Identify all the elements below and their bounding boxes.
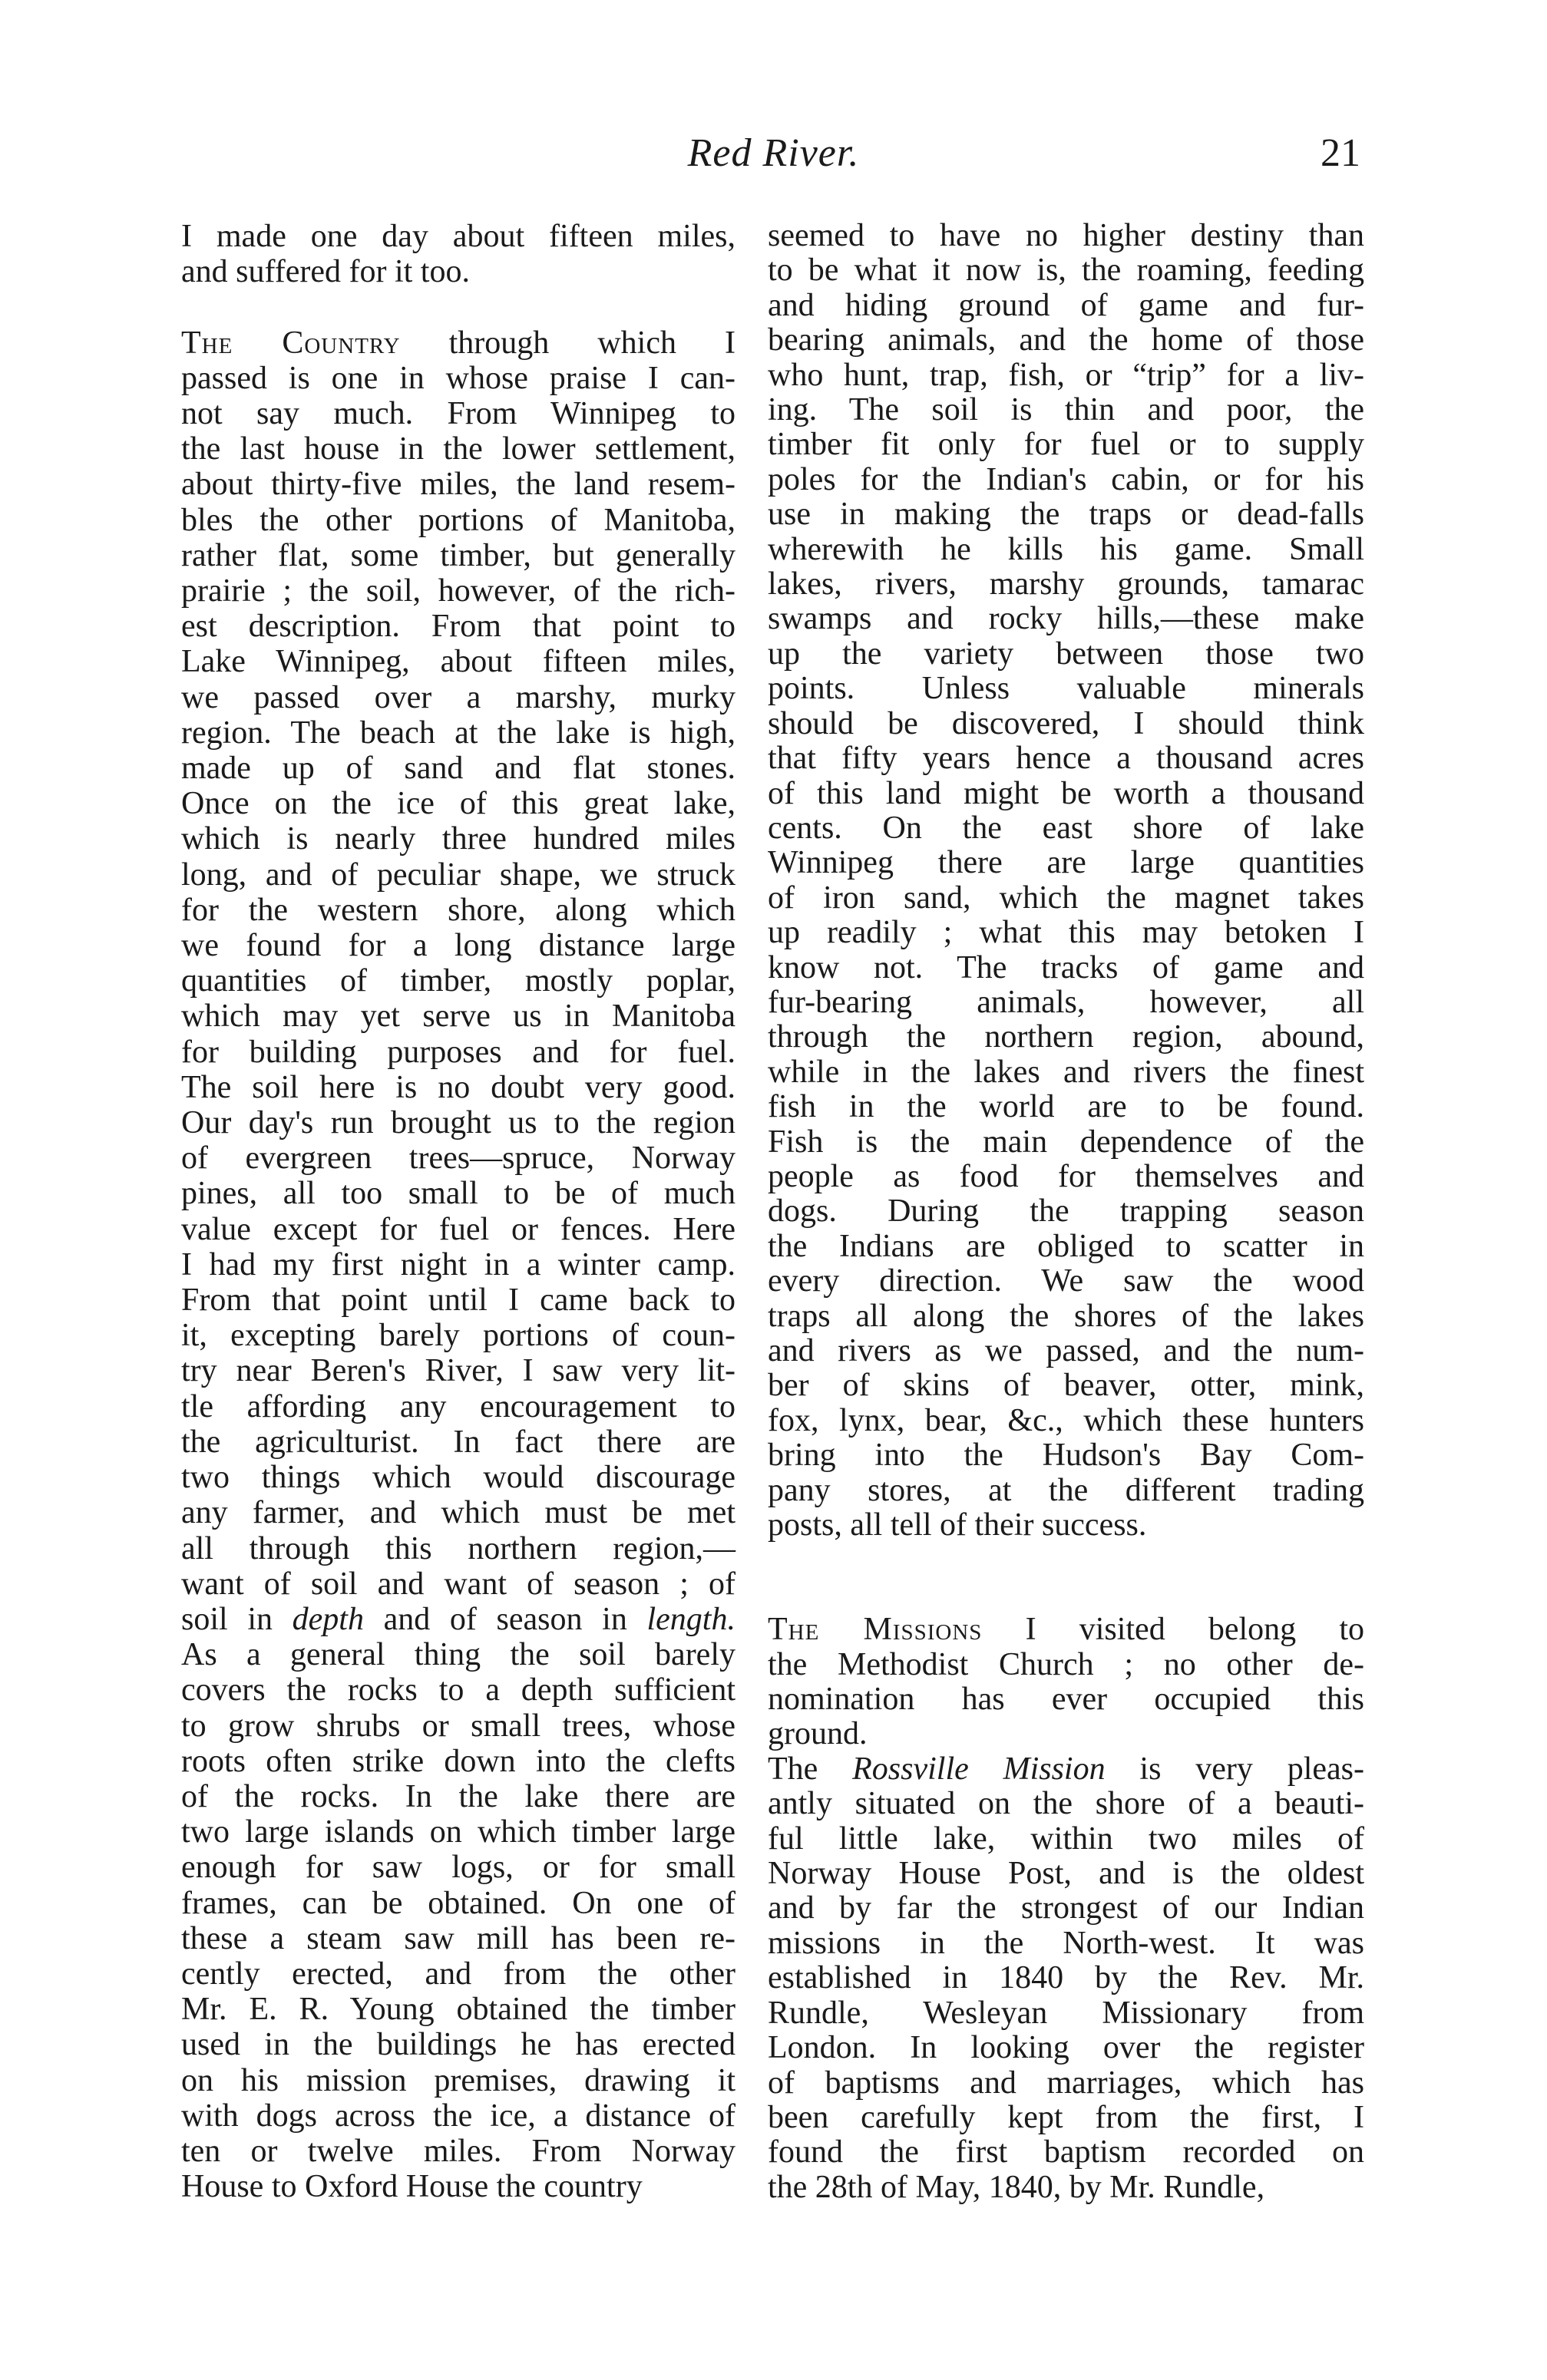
text-line: Lake Winnipeg, about fifteen miles, <box>181 644 735 680</box>
text-line: points. Unless valuable minerals <box>768 671 1364 707</box>
text-line: for the western shore, along which <box>181 892 735 928</box>
text-line: to grow shrubs or small trees, whose <box>181 1708 735 1744</box>
text-line: tle affording any encouragement to <box>181 1388 735 1424</box>
text-line: know not. The tracks of game and <box>768 949 1364 985</box>
text-line: the 28th of May, 1840, by Mr. Rundle, <box>768 2169 1265 2205</box>
text-line: all through this northern region,— <box>181 1530 735 1566</box>
running-header-title: Red River. <box>687 131 860 175</box>
text-line: covers the rocks to a depth sufficient <box>181 1672 735 1708</box>
text-line: of baptisms and marriages, which has <box>768 2065 1364 2101</box>
text-line: every direction. We saw the wood <box>768 1263 1364 1299</box>
text-line: pany stores, at the different trading <box>768 1472 1364 1508</box>
text-line: up the variety between those two <box>768 635 1364 672</box>
paragraph <box>181 325 735 2205</box>
small-caps-lead: The Country <box>181 325 401 361</box>
text-line: passed is one in whose praise I can- <box>181 360 735 396</box>
text-line: ten or twelve miles. From Norway <box>181 2133 735 2169</box>
text-line: ber of skins of beaver, otter, mink, <box>768 1368 1364 1404</box>
text-line: of this land might be worth a thousand <box>768 775 1364 811</box>
text-segment: The <box>768 1751 853 1787</box>
text-line: dogs. During the trapping season <box>768 1193 1364 1230</box>
text-line: nomination has ever occupied this <box>768 1682 1364 1718</box>
text-segment: through which I <box>400 325 735 361</box>
text-line: bring into the Hudson's Bay Com- <box>768 1438 1364 1474</box>
text-line: Once on the ice of this great lake, <box>181 786 735 822</box>
text-line: to be what it now is, the roaming, feeding <box>768 253 1364 289</box>
text-line: Norway House Post, and is the oldest <box>768 1856 1364 1892</box>
text-line: on his mission premises, drawing it <box>181 2062 735 2098</box>
paragraph <box>768 1613 1364 1752</box>
text-line: while in the lakes and rivers the finest <box>768 1054 1364 1090</box>
text-line: of the rocks. In the lake there are <box>181 1778 735 1814</box>
text-line: Mr. E. R. Young obtained the timber <box>181 1992 735 2028</box>
text-line: frames, can be obtained. On one of <box>181 1885 735 1921</box>
text-line: House to Oxford House the country <box>181 2169 643 2205</box>
text-line: two things which would discourage <box>181 1460 735 1496</box>
text-line: found the first baptism recorded on <box>768 2134 1364 2170</box>
text-line: with dogs across the ice, a distance of <box>181 2098 735 2134</box>
text-line: missions in the North-west. It was <box>768 1925 1364 1961</box>
italic-text: length. <box>646 1601 735 1637</box>
text-line: use in making the traps or dead-falls <box>768 497 1364 533</box>
text-line: the last house in the lower settlement, <box>181 431 735 467</box>
text-line: want of soil and want of season ; of <box>181 1566 735 1602</box>
small-caps-lead: The Missions <box>768 1612 983 1648</box>
text-line <box>768 1752 1364 1787</box>
text-line: made up of sand and flat stones. <box>181 751 735 787</box>
text-line: the Methodist Church ; no other de- <box>768 1646 1364 1682</box>
text-segment: soil in <box>181 1601 293 1637</box>
text-line: it, excepting barely portions of coun- <box>181 1318 735 1354</box>
text-line: As a general thing the soil barely <box>181 1637 735 1673</box>
text-line: who hunt, trap, fish, or “trip” for a liv- <box>768 357 1364 393</box>
paragraph <box>181 219 735 289</box>
text-line: that fifty years hence a thousand acres <box>768 741 1364 777</box>
text-line: and rivers as we passed, and the num- <box>768 1333 1364 1368</box>
text-line: timber fit only for fuel or to supply <box>768 427 1364 463</box>
text-line: I made one day about fifteen miles, <box>181 219 735 254</box>
page-number: 21 <box>1321 131 1360 175</box>
text-line: ing. The soil is thin and poor, the <box>768 392 1364 428</box>
text-line: est description. From that point to <box>181 609 735 645</box>
text-line <box>181 1602 735 1637</box>
text-line: should be discovered, I should think <box>768 705 1364 741</box>
text-line: any farmer, and which must be met <box>181 1495 735 1531</box>
text-line: and by far the strongest of our Indian <box>768 1890 1364 1926</box>
italic-text: depth <box>292 1601 364 1637</box>
text-line: lakes, rivers, marshy grounds, tamarac <box>768 566 1364 602</box>
paragraph <box>768 1752 1364 2205</box>
text-line: prairie ; the soil, however, of the rich- <box>181 573 735 609</box>
text-line: ground. <box>768 1716 868 1752</box>
text-line: people as food for themselves and <box>768 1158 1364 1194</box>
text-line: Fish is the main dependence of the <box>768 1124 1364 1160</box>
text-line: fur-bearing animals, however, all <box>768 984 1364 1020</box>
text-line: not say much. From Winnipeg to <box>181 396 735 431</box>
text-line: try near Beren's River, I saw very lit- <box>181 1353 735 1389</box>
text-line: ful little lake, within two miles of <box>768 1820 1364 1857</box>
text-segment: is very pleas- <box>1105 1751 1364 1787</box>
text-line: used in the buildings he has erected <box>181 2027 735 2063</box>
text-line: up readily ; what this may betoken I <box>768 915 1364 951</box>
text-line: antly situated on the shore of a beauti- <box>768 1786 1364 1822</box>
text-line: established in 1840 by the Rev. Mr. <box>768 1960 1364 1996</box>
text-line: long, and of peculiar shape, we struck <box>181 857 735 893</box>
text-line: swamps and rocky hills,—these make <box>768 601 1364 637</box>
text-line: fox, lynx, bear, &c., which these hunters <box>768 1402 1364 1438</box>
left-column <box>181 219 735 2204</box>
paragraph <box>768 219 1364 1543</box>
text-line: wherewith he kills his game. Small <box>768 531 1364 567</box>
text-line: region. The beach at the lake is high, <box>181 715 735 751</box>
text-line: about thirty-five miles, the land resem- <box>181 467 735 503</box>
text-line: the Indians are obliged to scatter in <box>768 1228 1364 1264</box>
text-segment: I visited belong to <box>982 1612 1364 1648</box>
text-line: poles for the Indian's cabin, or for his <box>768 461 1364 497</box>
text-line: Our day's run brought us to the region <box>181 1105 735 1141</box>
text-line: posts, all tell of their success. <box>768 1507 1147 1543</box>
text-line: we found for a long distance large <box>181 928 735 964</box>
text-line: through the northern region, abound, <box>768 1019 1364 1055</box>
text-line: rather flat, some timber, but generally <box>181 537 735 573</box>
text-line: which is nearly three hundred miles <box>181 821 735 857</box>
text-line: and hiding ground of game and fur- <box>768 287 1364 323</box>
text-line: cents. On the east shore of lake <box>768 810 1364 846</box>
text-line: enough for saw logs, or for small <box>181 1850 735 1886</box>
text-line: Rundle, Wesleyan Missionary from <box>768 1995 1364 2031</box>
text-line: been carefully kept from the first, I <box>768 2099 1364 2135</box>
text-line: of iron sand, which the magnet takes <box>768 880 1364 916</box>
text-line: two large islands on which timber large <box>181 1814 735 1850</box>
text-line: roots often strike down into the clefts <box>181 1743 735 1779</box>
text-line: seemed to have no higher destiny than <box>768 218 1364 253</box>
text-line <box>181 325 735 361</box>
text-line: cently erected, and from the other <box>181 1956 735 1992</box>
text-line: Winnipeg there are large quantities <box>768 845 1364 881</box>
text-line: pines, all too small to be of much <box>181 1176 735 1212</box>
text-line: and suffered for it too. <box>181 254 470 290</box>
text-line: London. In looking over the register <box>768 2030 1364 2066</box>
text-line: for building purposes and for fuel. <box>181 1034 735 1070</box>
text-line: traps all along the shores of the lakes <box>768 1298 1364 1334</box>
text-line: these a steam saw mill has been re- <box>181 1920 735 1956</box>
text-line <box>768 1613 1364 1647</box>
text-line: bles the other portions of Manitoba, <box>181 502 735 538</box>
text-line: which may yet serve us in Manitoba <box>181 999 735 1035</box>
text-segment: and of season in <box>363 1601 647 1637</box>
right-column <box>768 219 1364 2205</box>
text-line: the agriculturist. In fact there are <box>181 1424 735 1460</box>
text-line: value except for fuel or fences. Here <box>181 1211 735 1247</box>
text-line: bearing animals, and the home of those <box>768 322 1364 358</box>
italic-text: Rossville Mission <box>852 1751 1106 1787</box>
text-line: From that point until I came back to <box>181 1282 735 1319</box>
text-line: we passed over a marshy, murky <box>181 679 735 715</box>
text-line: fish in the world are to be found. <box>768 1089 1364 1125</box>
text-line: I had my first night in a winter camp. <box>181 1246 735 1282</box>
text-line: of evergreen trees—spruce, Norway <box>181 1140 735 1177</box>
text-line: The soil here is no doubt very good. <box>181 1069 735 1105</box>
text-line: quantities of timber, mostly poplar, <box>181 963 735 999</box>
